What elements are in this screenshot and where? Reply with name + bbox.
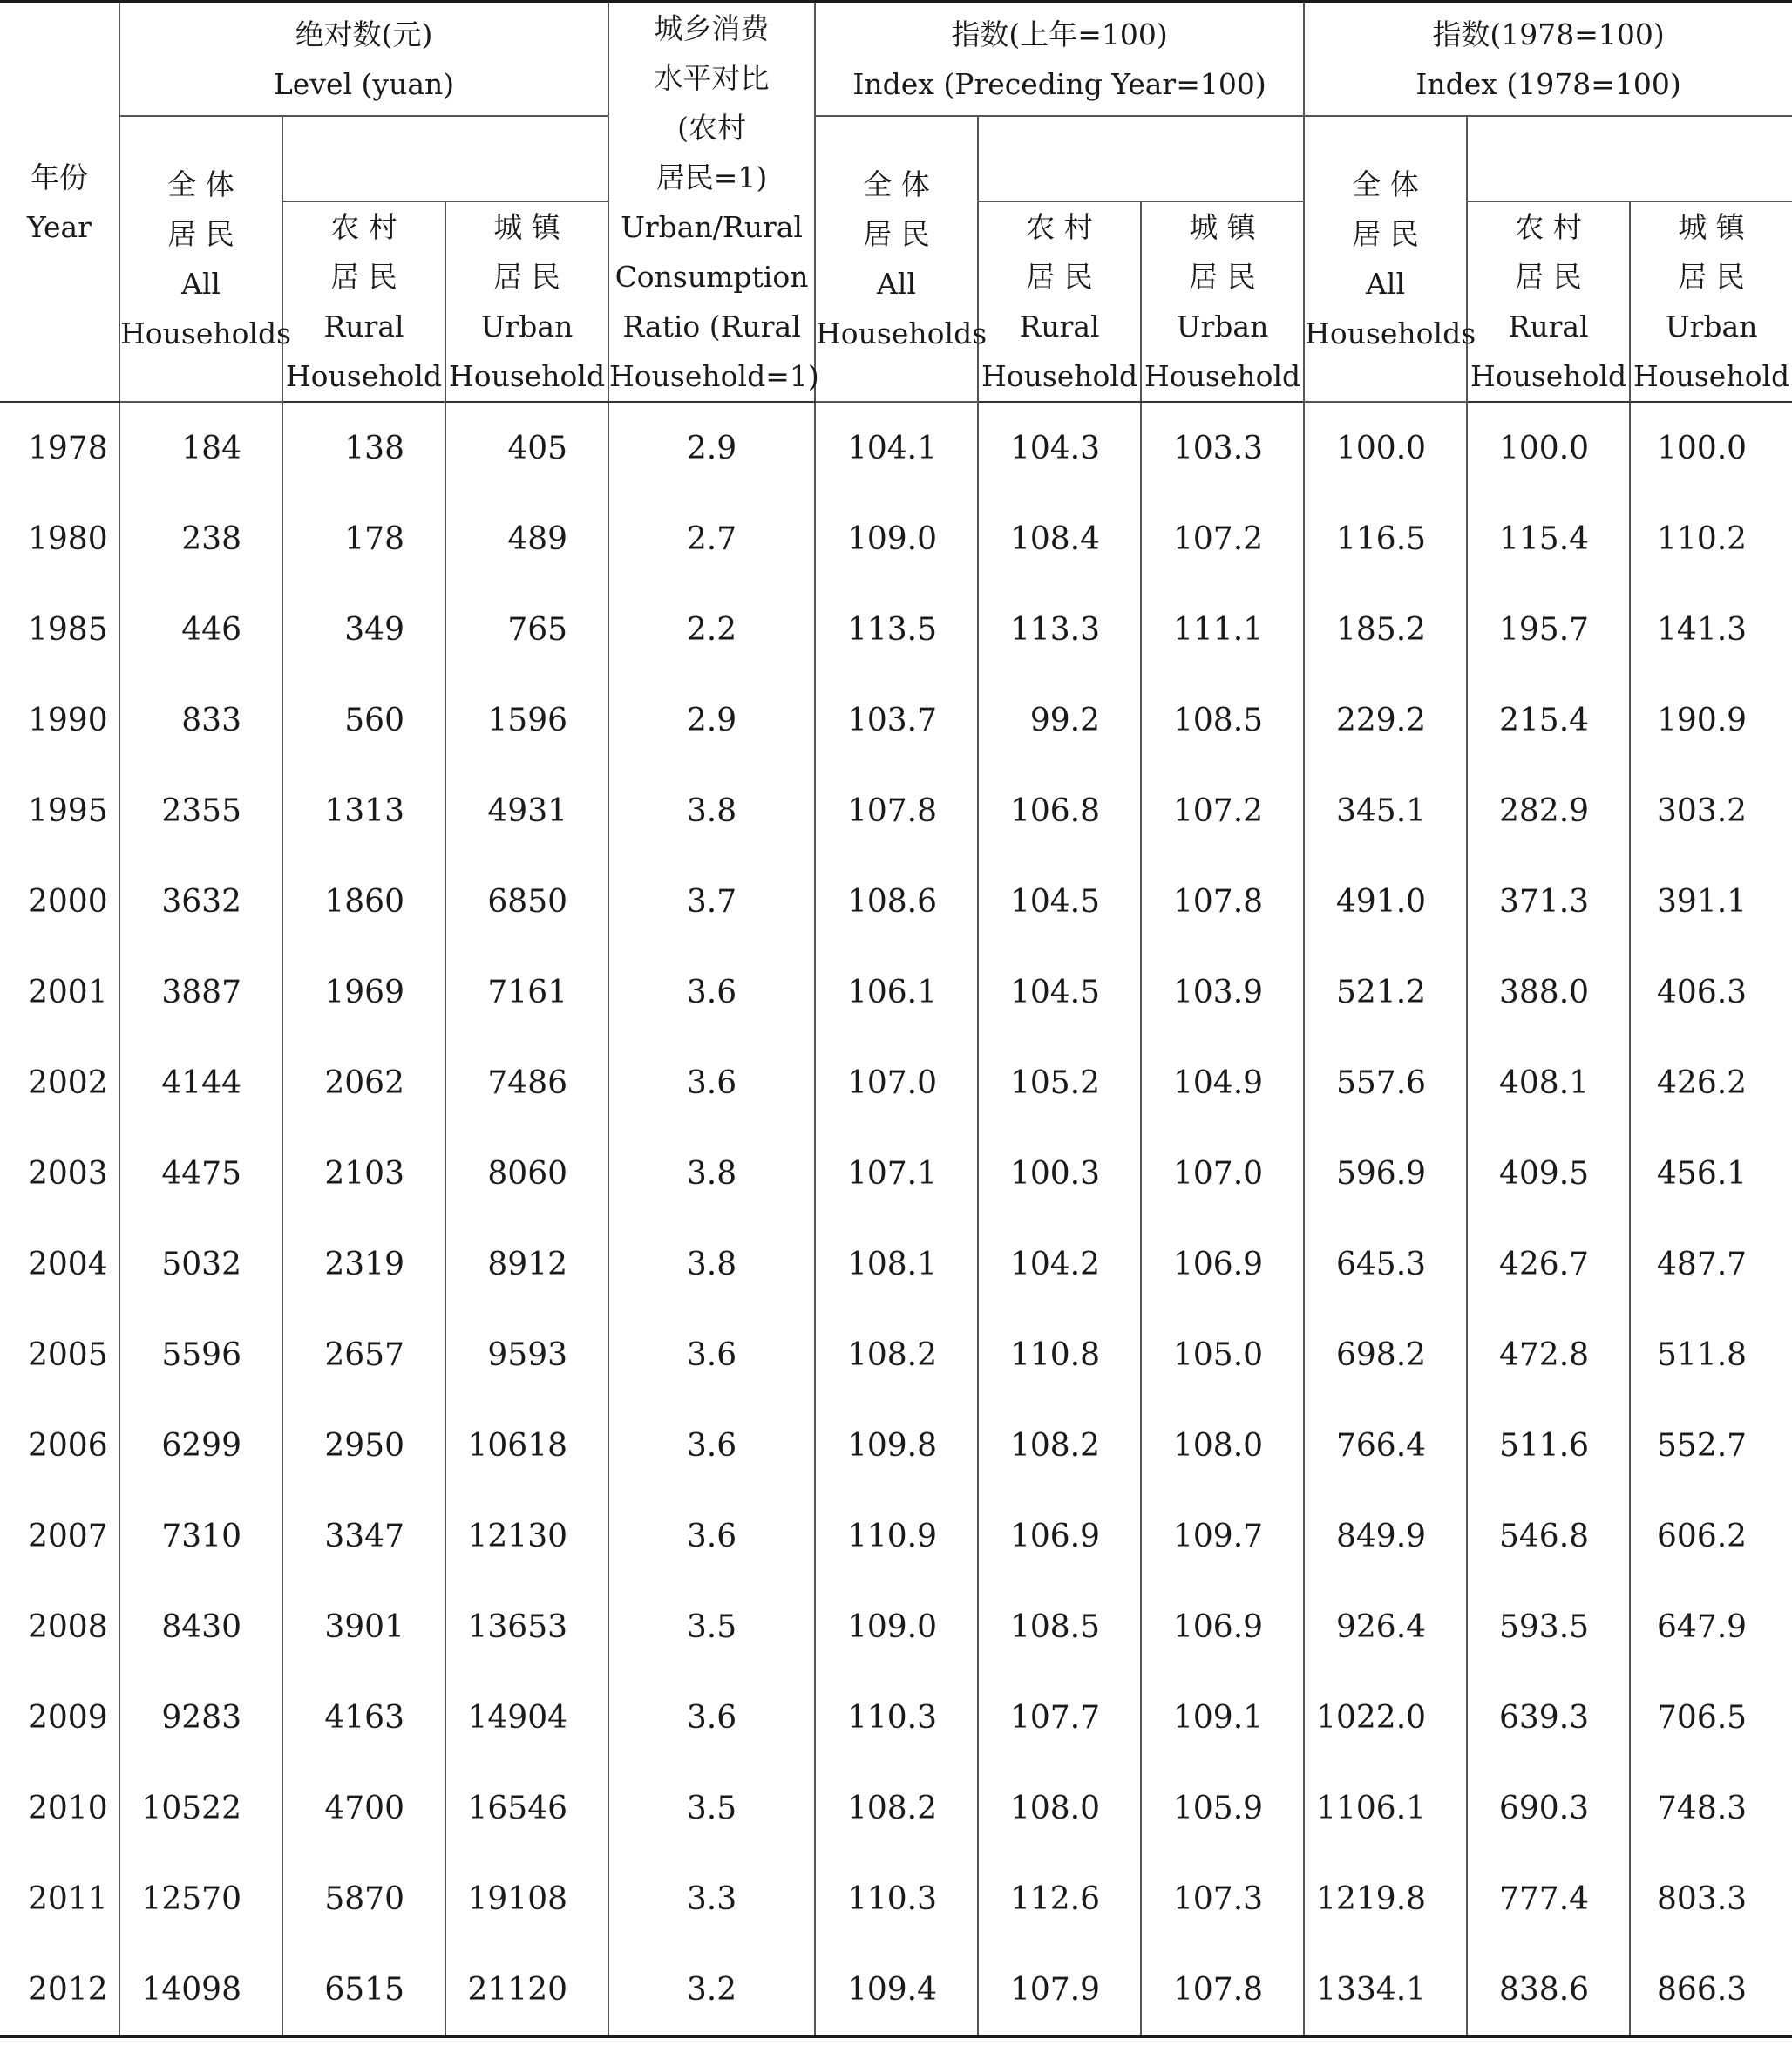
index-prev-urban-cell: 109.1 <box>1141 1672 1304 1763</box>
index-1978-rural-cell: 388.0 <box>1467 947 1630 1037</box>
index-prev-all-cell: 113.5 <box>815 584 978 675</box>
level-all-cell: 5032 <box>119 1219 282 1309</box>
urban-rural-ratio-cell: 3.6 <box>608 1037 815 1128</box>
urban-rural-ratio-cell: 3.6 <box>608 947 815 1037</box>
index-prev-all-cell: 107.0 <box>815 1037 978 1128</box>
index-1978-urban-cell: 866.3 <box>1630 1944 1792 2036</box>
level-rural-cell: 2062 <box>282 1037 445 1128</box>
urban-rural-ratio-cell: 3.7 <box>608 856 815 947</box>
index-prev-urban-header: 城 镇 居 民 Urban Household <box>1141 201 1304 402</box>
index-prev-rural-cell: 106.9 <box>978 1491 1141 1581</box>
urban-rural-ratio-cell: 3.2 <box>608 1944 815 2036</box>
year-cell: 2010 <box>0 1763 119 1853</box>
table-row <box>0 1944 1792 2036</box>
index-1978-urban-cell: 426.2 <box>1630 1037 1792 1128</box>
year-cell: 1985 <box>0 584 119 675</box>
level-rural-cell: 138 <box>282 402 445 493</box>
index-prev-all-households-header: 全 体 居 民 All Households <box>815 116 978 402</box>
index-1978-urban-cell: 487.7 <box>1630 1219 1792 1309</box>
year-cell: 1990 <box>0 675 119 765</box>
index-prev-urban-cell: 107.3 <box>1141 1853 1304 1944</box>
index-1978-urban-cell: 303.2 <box>1630 765 1792 856</box>
urban-rural-ratio-cell: 3.5 <box>608 1763 815 1853</box>
level-rural-cell: 1969 <box>282 947 445 1037</box>
level-urban-header: 城 镇 居 民 Urban Household <box>445 201 608 402</box>
level-all-cell: 5596 <box>119 1309 282 1400</box>
level-urban-cell: 10618 <box>445 1400 608 1491</box>
index-1978-all-cell: 645.3 <box>1304 1219 1467 1309</box>
index-prev-all-cell: 109.0 <box>815 1581 978 1672</box>
index-1978-all-cell: 1334.1 <box>1304 1944 1467 2036</box>
index-1978-urban-cell: 110.2 <box>1630 493 1792 584</box>
index-1978-all-cell: 557.6 <box>1304 1037 1467 1128</box>
level-all-cell: 6299 <box>119 1400 282 1491</box>
index-1978-all-cell: 1022.0 <box>1304 1672 1467 1763</box>
index-1978-urban-cell: 706.5 <box>1630 1672 1792 1763</box>
table-row <box>0 1309 1792 1400</box>
index-1978-urban-cell: 141.3 <box>1630 584 1792 675</box>
index-1978-rural-cell: 690.3 <box>1467 1763 1630 1853</box>
year-cell: 2002 <box>0 1037 119 1128</box>
table-row <box>0 856 1792 947</box>
level-all-cell: 4475 <box>119 1128 282 1219</box>
level-all-cell: 833 <box>119 675 282 765</box>
index-1978-rural-cell: 546.8 <box>1467 1491 1630 1581</box>
level-all-cell: 3632 <box>119 856 282 947</box>
level-rural-cell: 2319 <box>282 1219 445 1309</box>
index-prev-urban-cell: 111.1 <box>1141 584 1304 675</box>
level-urban-cell: 6850 <box>445 856 608 947</box>
index-1978-all-cell: 698.2 <box>1304 1309 1467 1400</box>
index-prev-rural-cell: 107.7 <box>978 1672 1141 1763</box>
level-all-cell: 7310 <box>119 1491 282 1581</box>
index-prev-urban-cell: 107.2 <box>1141 493 1304 584</box>
index-prev-all-cell: 109.0 <box>815 493 978 584</box>
urban-rural-ratio-cell: 3.6 <box>608 1672 815 1763</box>
level-all-cell: 12570 <box>119 1853 282 1944</box>
index-1978-rural-cell: 409.5 <box>1467 1128 1630 1219</box>
index-1978-rural-cell: 426.7 <box>1467 1219 1630 1309</box>
index-prev-all-cell: 109.4 <box>815 1944 978 2036</box>
index-prev-rural-cell: 104.5 <box>978 856 1141 947</box>
index-1978-urban-cell: 748.3 <box>1630 1763 1792 1853</box>
index-1978-all-cell: 521.2 <box>1304 947 1467 1037</box>
table-row <box>0 675 1792 765</box>
index-1978-all-cell: 849.9 <box>1304 1491 1467 1581</box>
index-prev-rural-cell: 108.2 <box>978 1400 1141 1491</box>
index-prev-rural-cell: 107.9 <box>978 1944 1141 2036</box>
index-prev-all-cell: 107.1 <box>815 1128 978 1219</box>
urban-rural-ratio-cell: 2.9 <box>608 402 815 493</box>
index-prev-all-cell: 110.3 <box>815 1672 978 1763</box>
table-body <box>0 402 1792 2036</box>
index-1978-all-cell: 926.4 <box>1304 1581 1467 1672</box>
table-row <box>0 1128 1792 1219</box>
index-prev-rural-cell: 108.4 <box>978 493 1141 584</box>
index-1978-urban-cell: 647.9 <box>1630 1581 1792 1672</box>
urban-rural-ratio-cell: 2.7 <box>608 493 815 584</box>
index-prev-rural-header: 农 村 居 民 Rural Household <box>978 201 1141 402</box>
year-cell: 1995 <box>0 765 119 856</box>
level-rural-cell: 5870 <box>282 1853 445 1944</box>
index-1978-urban-cell: 100.0 <box>1630 402 1792 493</box>
index-prev-rural-cell: 112.6 <box>978 1853 1141 1944</box>
level-all-cell: 3887 <box>119 947 282 1037</box>
index-prev-urban-cell: 107.0 <box>1141 1128 1304 1219</box>
index-prev-urban-cell: 105.9 <box>1141 1763 1304 1853</box>
index-prev-all-cell: 108.2 <box>815 1763 978 1853</box>
level-all-cell: 10522 <box>119 1763 282 1853</box>
level-urban-cell: 765 <box>445 584 608 675</box>
level-rural-header: 农 村 居 民 Rural Household <box>282 201 445 402</box>
index-prev-urban-cell: 107.2 <box>1141 765 1304 856</box>
table-row <box>0 1219 1792 1309</box>
table-row <box>0 947 1792 1037</box>
level-rural-cell: 3901 <box>282 1581 445 1672</box>
level-rural-cell: 6515 <box>282 1944 445 2036</box>
index-prev-urban-cell: 103.3 <box>1141 402 1304 493</box>
index-prev-urban-cell: 106.9 <box>1141 1219 1304 1309</box>
level-all-cell: 238 <box>119 493 282 584</box>
table-row <box>0 1037 1792 1128</box>
year-cell: 2009 <box>0 1672 119 1763</box>
index-1978-urban-header: 城 镇 居 民 Urban Household <box>1630 201 1792 402</box>
index-prev-all-cell: 110.3 <box>815 1853 978 1944</box>
table-row <box>0 584 1792 675</box>
table-row <box>0 493 1792 584</box>
level-rural-cell: 4700 <box>282 1763 445 1853</box>
level-urban-cell: 21120 <box>445 1944 608 2036</box>
level-rural-cell: 2657 <box>282 1309 445 1400</box>
year-cell: 2011 <box>0 1853 119 1944</box>
index-1978-urban-cell: 606.2 <box>1630 1491 1792 1581</box>
urban-rural-ratio-cell: 3.8 <box>608 1219 815 1309</box>
level-urban-cell: 14904 <box>445 1672 608 1763</box>
table-row <box>0 1491 1792 1581</box>
table-row <box>0 1853 1792 1944</box>
index-prev-rural-cell: 108.0 <box>978 1763 1141 1853</box>
index-1978-all-cell: 1219.8 <box>1304 1853 1467 1944</box>
urban-rural-ratio-cell: 3.6 <box>608 1400 815 1491</box>
level-all-cell: 184 <box>119 402 282 493</box>
index-1978-rural-cell: 593.5 <box>1467 1581 1630 1672</box>
level-rural-cell: 2103 <box>282 1128 445 1219</box>
index-1978-urban-cell: 391.1 <box>1630 856 1792 947</box>
table-row <box>0 1763 1792 1853</box>
year-cell: 2003 <box>0 1128 119 1219</box>
index-1978-rural-cell: 408.1 <box>1467 1037 1630 1128</box>
level-rural-cell: 1313 <box>282 765 445 856</box>
table-row <box>0 765 1792 856</box>
index-prev-all-cell: 104.1 <box>815 402 978 493</box>
urban-rural-ratio-cell: 3.6 <box>608 1309 815 1400</box>
index-prev-all-cell: 108.1 <box>815 1219 978 1309</box>
index-1978-rural-cell: 838.6 <box>1467 1944 1630 2036</box>
level-urban-cell: 7161 <box>445 947 608 1037</box>
index-prev-all-cell: 108.6 <box>815 856 978 947</box>
year-cell: 2005 <box>0 1309 119 1400</box>
index-1978-rural-cell: 100.0 <box>1467 402 1630 493</box>
index-preceding-year-header: 指数(上年=100) Index (Preceding Year=100) <box>815 2 1304 116</box>
level-rural-cell: 2950 <box>282 1400 445 1491</box>
level-all-cell: 9283 <box>119 1672 282 1763</box>
index-prev-all-cell: 103.7 <box>815 675 978 765</box>
index-prev-rural-cell: 108.5 <box>978 1581 1141 1672</box>
index-1978-rural-cell: 115.4 <box>1467 493 1630 584</box>
level-urban-cell: 9593 <box>445 1309 608 1400</box>
index-prev-all-cell: 107.8 <box>815 765 978 856</box>
index-prev-rural-cell: 105.2 <box>978 1037 1141 1128</box>
index-1978-rural-cell: 511.6 <box>1467 1400 1630 1491</box>
index-prev-rural-cell: 104.2 <box>978 1219 1141 1309</box>
level-urban-cell: 8060 <box>445 1128 608 1219</box>
level-rural-cell: 560 <box>282 675 445 765</box>
year-header: 年份 Year <box>0 2 119 402</box>
index-1978-all-cell: 345.1 <box>1304 765 1467 856</box>
index-prev-urban-cell: 108.0 <box>1141 1400 1304 1491</box>
year-cell: 1980 <box>0 493 119 584</box>
index-prev-urban-cell: 107.8 <box>1141 856 1304 947</box>
level-rural-cell: 3347 <box>282 1491 445 1581</box>
index-prev-rural-cell: 110.8 <box>978 1309 1141 1400</box>
level-urban-cell: 7486 <box>445 1037 608 1128</box>
year-cell: 1978 <box>0 402 119 493</box>
index-1978-all-cell: 100.0 <box>1304 402 1467 493</box>
level-all-cell: 446 <box>119 584 282 675</box>
urban-rural-ratio-cell: 3.3 <box>608 1853 815 1944</box>
level-urban-cell: 16546 <box>445 1763 608 1853</box>
level-urban-cell: 489 <box>445 493 608 584</box>
table-row <box>0 402 1792 493</box>
index-1978-all-cell: 229.2 <box>1304 675 1467 765</box>
ratio-header: 城乡消费 水平对比 (农村 居民=1) Urban/Rural Consumption Ratio (Rural Household=1) <box>608 2 815 402</box>
index-prev-rural-cell: 100.3 <box>978 1128 1141 1219</box>
urban-rural-ratio-cell: 2.9 <box>608 675 815 765</box>
index-1978-urban-cell: 803.3 <box>1630 1853 1792 1944</box>
index-1978-rural-cell: 195.7 <box>1467 584 1630 675</box>
urban-rural-ratio-cell: 3.8 <box>608 765 815 856</box>
level-urban-cell: 4931 <box>445 765 608 856</box>
level-header: 绝对数(元) Level (yuan) <box>119 2 608 116</box>
index-1978-urban-cell: 511.8 <box>1630 1309 1792 1400</box>
year-cell: 2001 <box>0 947 119 1037</box>
year-cell: 2004 <box>0 1219 119 1309</box>
index-prev-urban-cell: 103.9 <box>1141 947 1304 1037</box>
index-prev-rural-cell: 104.5 <box>978 947 1141 1037</box>
level-all-cell: 4144 <box>119 1037 282 1128</box>
index-prev-all-cell: 109.8 <box>815 1400 978 1491</box>
index-1978-rural-cell: 215.4 <box>1467 675 1630 765</box>
index-1978-rural-cell: 777.4 <box>1467 1853 1630 1944</box>
table-row <box>0 1400 1792 1491</box>
index-1978-all-cell: 116.5 <box>1304 493 1467 584</box>
index-prev-urban-cell: 108.5 <box>1141 675 1304 765</box>
level-rural-cell: 178 <box>282 493 445 584</box>
index-1978-rural-header: 农 村 居 民 Rural Household <box>1467 201 1630 402</box>
year-cell: 2008 <box>0 1581 119 1672</box>
index-prev-urban-cell: 106.9 <box>1141 1581 1304 1672</box>
urban-rural-ratio-cell: 3.6 <box>608 1491 815 1581</box>
level-rural-cell: 349 <box>282 584 445 675</box>
index-1978-all-cell: 491.0 <box>1304 856 1467 947</box>
level-urban-cell: 405 <box>445 402 608 493</box>
urban-rural-ratio-cell: 3.5 <box>608 1581 815 1672</box>
level-all-households-header: 全 体 居 民 All Households <box>119 116 282 402</box>
index-prev-urban-cell: 109.7 <box>1141 1491 1304 1581</box>
index-1978-rural-cell: 371.3 <box>1467 856 1630 947</box>
index-prev-rural-cell: 106.8 <box>978 765 1141 856</box>
level-urban-cell: 19108 <box>445 1853 608 1944</box>
index-1978-rural-cell: 282.9 <box>1467 765 1630 856</box>
table-row <box>0 1672 1792 1763</box>
index-1978-subgroup-spacer <box>1467 116 1792 201</box>
table-row <box>0 1581 1792 1672</box>
year-cell: 2006 <box>0 1400 119 1491</box>
index-1978-urban-cell: 406.3 <box>1630 947 1792 1037</box>
level-all-cell: 2355 <box>119 765 282 856</box>
urban-rural-ratio-cell: 3.8 <box>608 1128 815 1219</box>
level-all-cell: 8430 <box>119 1581 282 1672</box>
index-prev-subgroup-spacer <box>978 116 1304 201</box>
index-prev-rural-cell: 113.3 <box>978 584 1141 675</box>
index-1978-rural-cell: 472.8 <box>1467 1309 1630 1400</box>
index-prev-rural-cell: 104.3 <box>978 402 1141 493</box>
index-1978-all-households-header: 全 体 居 民 All Households <box>1304 116 1467 402</box>
index-1978-all-cell: 596.9 <box>1304 1128 1467 1219</box>
level-all-cell: 14098 <box>119 1944 282 2036</box>
year-cell: 2000 <box>0 856 119 947</box>
index-prev-urban-cell: 104.9 <box>1141 1037 1304 1128</box>
index-prev-all-cell: 106.1 <box>815 947 978 1037</box>
urban-rural-ratio-cell: 2.2 <box>608 584 815 675</box>
index-1978-all-cell: 766.4 <box>1304 1400 1467 1491</box>
level-subgroup-spacer <box>282 116 608 201</box>
index-1978-urban-cell: 190.9 <box>1630 675 1792 765</box>
index-1978-urban-cell: 456.1 <box>1630 1128 1792 1219</box>
index-1978-rural-cell: 639.3 <box>1467 1672 1630 1763</box>
index-1978-all-cell: 185.2 <box>1304 584 1467 675</box>
level-urban-cell: 1596 <box>445 675 608 765</box>
index-prev-all-cell: 108.2 <box>815 1309 978 1400</box>
year-cell: 2007 <box>0 1491 119 1581</box>
index-1978-all-cell: 1106.1 <box>1304 1763 1467 1853</box>
level-rural-cell: 4163 <box>282 1672 445 1763</box>
level-rural-cell: 1860 <box>282 856 445 947</box>
index-prev-urban-cell: 105.0 <box>1141 1309 1304 1400</box>
year-cell: 2012 <box>0 1944 119 2036</box>
index-prev-rural-cell: 99.2 <box>978 675 1141 765</box>
level-urban-cell: 8912 <box>445 1219 608 1309</box>
index-1978-header: 指数(1978=100) Index (1978=100) <box>1304 2 1792 116</box>
level-urban-cell: 13653 <box>445 1581 608 1672</box>
index-prev-urban-cell: 107.8 <box>1141 1944 1304 2036</box>
index-1978-urban-cell: 552.7 <box>1630 1400 1792 1491</box>
level-urban-cell: 12130 <box>445 1491 608 1581</box>
index-prev-all-cell: 110.9 <box>815 1491 978 1581</box>
